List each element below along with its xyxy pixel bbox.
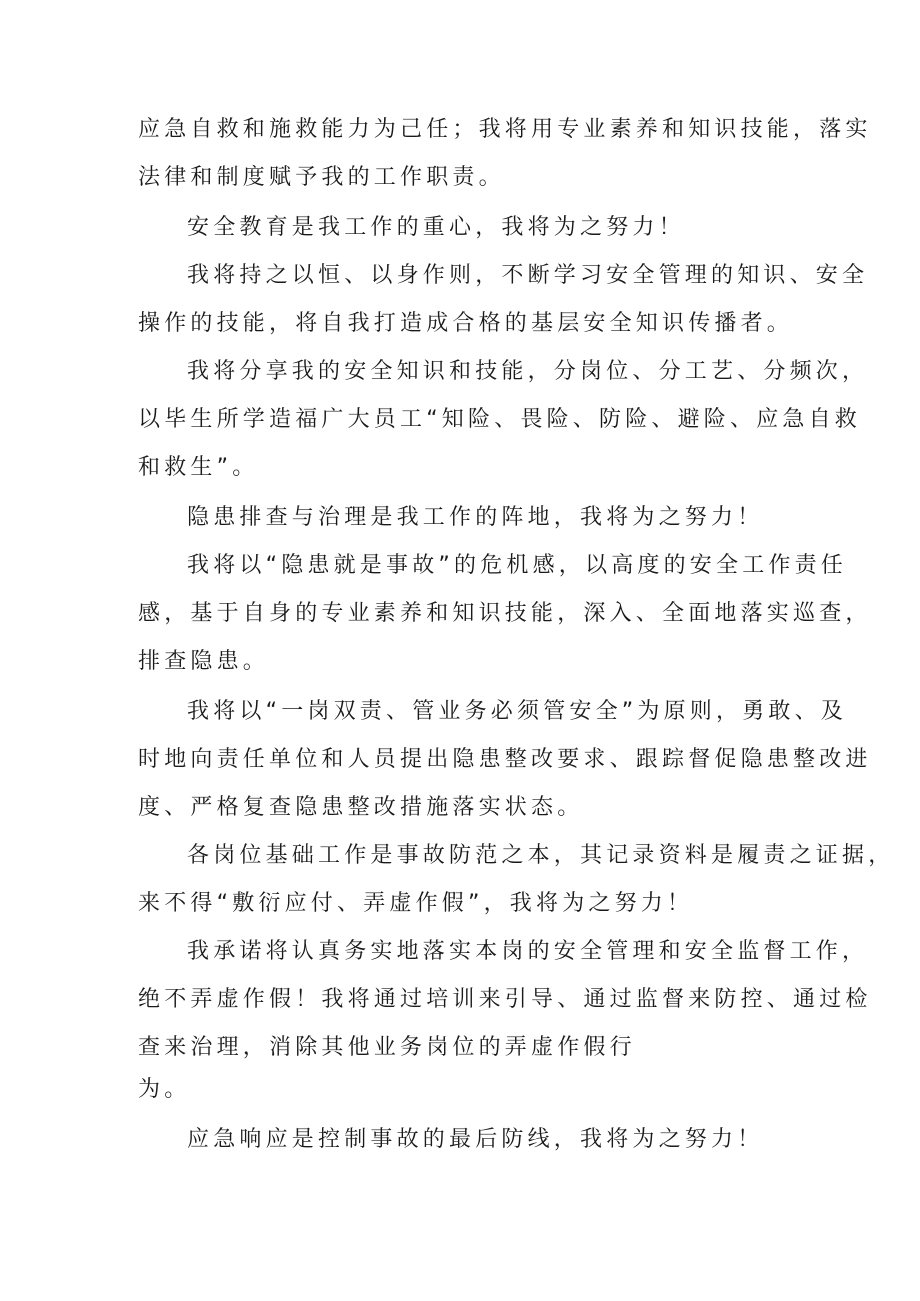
text-line: 以毕生所学造福广大员工“知险、畏险、防险、避险、应急自救 [138,407,861,432]
text-line: 我将以“隐患就是事故”的危机感，以高度的安全工作责任 [187,553,847,578]
text-line: 排查隐患。 [138,649,270,674]
text-line: 我将分享我的安全知识和技能，分岗位、分工艺、分频次， [187,359,869,384]
paragraph-heading: 隐患排查与治理是我工作的阵地，我将为之努力！ [187,505,764,530]
text-line: 为。 [138,1077,191,1102]
text-line: 绝不弄虚作假！我将通过培训来引导、通过监督来防控、通过检 [138,987,872,1012]
text-line: 我将持之以恒、以身作则，不断学习安全管理的知识、安全 [187,263,869,288]
text-line: 来不得“敷衍应付、弄虚作假”，我将为之努力！ [138,891,694,916]
text-line: 法律和制度赋予我的工作职责。 [138,165,505,190]
text-line: 和救生”。 [138,455,259,480]
text-line: 我承诺将认真务实地落实本岗的安全管理和安全监督工作， [187,939,869,964]
text-line: 时地向责任单位和人员提出隐患整改要求、跟踪督促隐患整改进 [138,747,872,772]
text-line: 度、严格复查隐患整改措施落实状态。 [138,795,584,820]
text-line: 各岗位基础工作是事故防范之本，其记录资料是履责之证据， [187,843,895,868]
text-line: 感，基于自身的专业素养和知识技能，深入、全面地落实巡查， [138,601,872,626]
text-line: 我将以“一岗双责、管业务必须管安全”为原则，勇敢、及 [187,699,847,724]
text-line: 操作的技能，将自我打造成合格的基层安全知识传播者。 [138,311,794,336]
paragraph-heading: 应急响应是控制事故的最后防线，我将为之努力！ [187,1127,764,1152]
paragraph-heading: 安全教育是我工作的重心，我将为之努力！ [187,215,685,240]
text-line: 查来治理，消除其他业务岗位的弄虚作假行 [138,1035,636,1060]
text-line: 应急自救和施救能力为己任；我将用专业素养和知识技能，落实 [138,117,872,142]
